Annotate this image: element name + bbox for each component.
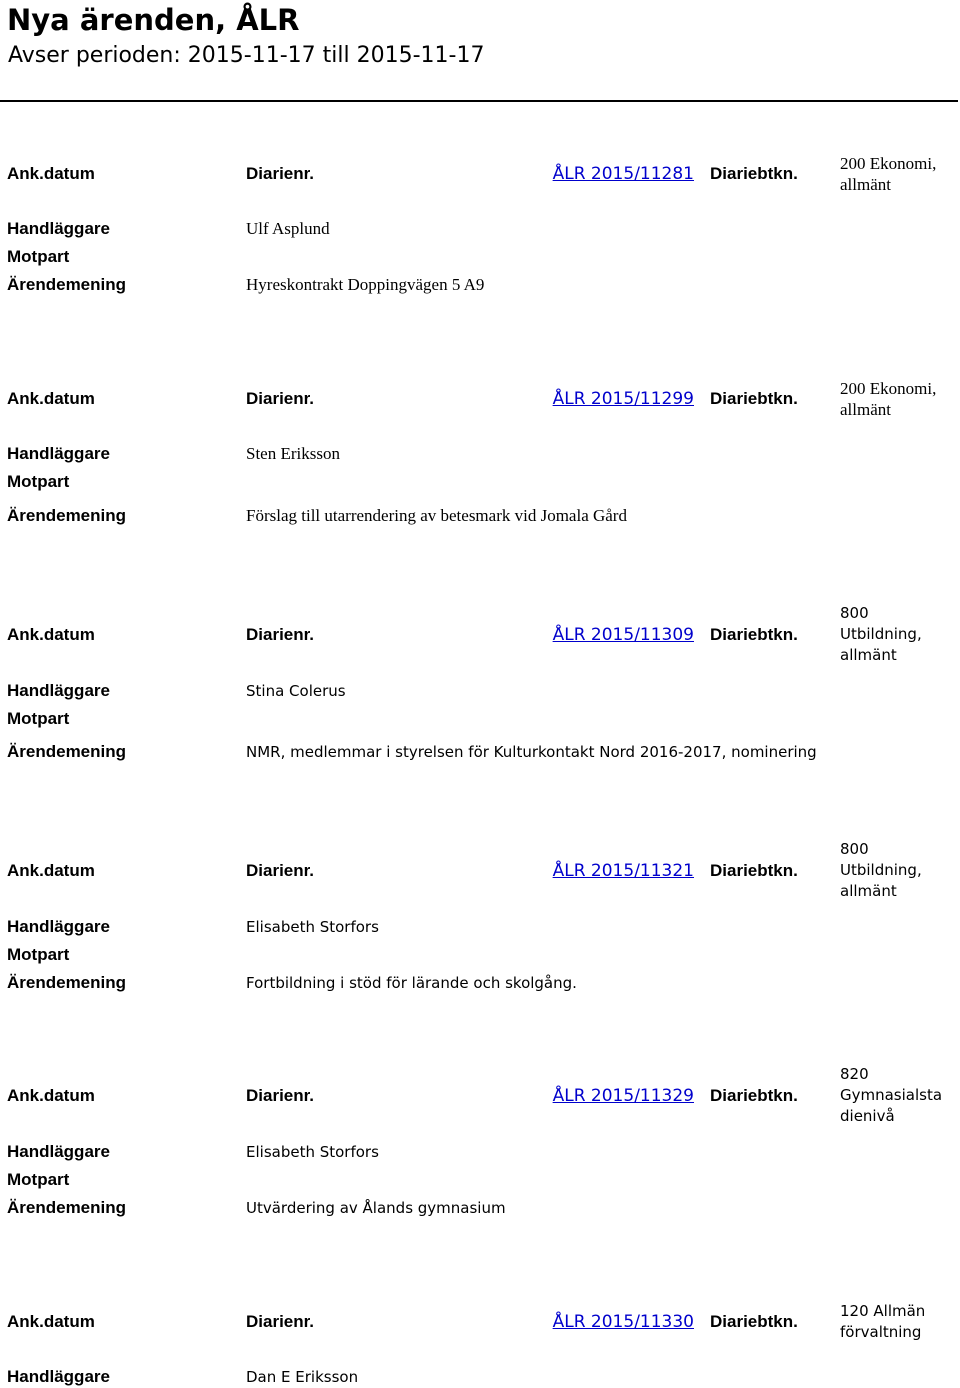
diariebtkn-line: allmänt	[840, 400, 891, 419]
diariebtkn-line: allmänt	[840, 175, 891, 194]
case-entry	[0, 836, 960, 1036]
motpart-label: Motpart	[7, 247, 70, 266]
diariebtkn-line: Utbildning,	[840, 625, 922, 643]
header-divider	[0, 100, 958, 102]
handlaggare-value: Elisabeth Storfors	[246, 918, 379, 936]
handlaggare-value: Elisabeth Storfors	[246, 1143, 379, 1161]
handlaggare-label: Handläggare	[7, 681, 110, 700]
case-entry	[0, 150, 960, 350]
diarienr-label: Diarienr.	[246, 389, 315, 408]
handlaggare-value: Stina Colerus	[246, 682, 346, 700]
handlaggare-value: Dan E Eriksson	[246, 1368, 359, 1386]
ankdatum-label: Ank.datum	[7, 1312, 95, 1331]
diarienr-label: Diarienr.	[246, 1312, 315, 1331]
diariebtkn-value	[840, 153, 958, 195]
handlaggare-label: Handläggare	[7, 444, 110, 463]
arendemening-value: Utvärdering av Ålands gymnasium	[246, 1199, 506, 1217]
diariebtkn-value	[840, 603, 958, 666]
arendemening-value: Hyreskontrakt Doppingvägen 5 A9	[246, 275, 485, 294]
arendemening-value: Förslag till utarrendering av betesmark vid Jomala Gård	[246, 506, 627, 525]
diarienr-link[interactable]: ÅLR 2015/11299	[552, 389, 694, 409]
arendemening-label: Ärendemening	[7, 973, 127, 992]
diariebtkn-line: allmänt	[840, 646, 897, 664]
diariebtkn-label: Diariebtkn.	[710, 389, 798, 408]
diarienr-link[interactable]: ÅLR 2015/11321	[552, 861, 694, 881]
arendemening-label: Ärendemening	[7, 506, 127, 525]
diarienr-label: Diarienr.	[246, 164, 315, 183]
diariebtkn-line: 200 Ekonomi,	[840, 154, 937, 173]
page-title: Nya ärenden, ÅLR	[7, 3, 300, 37]
handlaggare-label: Handläggare	[7, 917, 110, 936]
ankdatum-label: Ank.datum	[7, 861, 95, 880]
diariebtkn-value	[840, 839, 958, 902]
diariebtkn-line: dienivå	[840, 1107, 895, 1125]
period-text: Avser perioden: 2015-11-17 till 2015-11-17	[8, 43, 485, 68]
case-entry	[0, 1061, 960, 1261]
motpart-label: Motpart	[7, 945, 70, 964]
ankdatum-label: Ank.datum	[7, 389, 95, 408]
handlaggare-label: Handläggare	[7, 1142, 110, 1161]
diariebtkn-line: allmänt	[840, 882, 897, 900]
arendemening-label: Ärendemening	[7, 275, 127, 294]
diarienr-label: Diarienr.	[246, 1086, 315, 1105]
motpart-label: Motpart	[7, 472, 70, 491]
ankdatum-label: Ank.datum	[7, 164, 95, 183]
motpart-label: Motpart	[7, 709, 70, 728]
diarienr-link[interactable]: ÅLR 2015/11309	[552, 625, 694, 645]
case-entry	[0, 375, 960, 575]
handlaggare-label: Handläggare	[7, 219, 110, 238]
diarienr-link[interactable]: ÅLR 2015/11329	[552, 1086, 694, 1106]
ankdatum-label: Ank.datum	[7, 625, 95, 644]
diariebtkn-label: Diariebtkn.	[710, 861, 798, 880]
diariebtkn-line: 820	[840, 1065, 869, 1083]
diarienr-link[interactable]: ÅLR 2015/11330	[552, 1312, 694, 1332]
arendemening-label: Ärendemening	[7, 742, 127, 761]
diariebtkn-line: Gymnasialsta	[840, 1086, 943, 1104]
diarienr-link[interactable]: ÅLR 2015/11281	[552, 164, 694, 184]
diariebtkn-line: 120 Allmän	[840, 1302, 926, 1320]
diariebtkn-line: förvaltning	[840, 1323, 922, 1341]
diariebtkn-label: Diariebtkn.	[710, 1086, 798, 1105]
diariebtkn-label: Diariebtkn.	[710, 625, 798, 644]
handlaggare-value: Ulf Asplund	[246, 219, 330, 238]
diariebtkn-line: 800	[840, 840, 869, 858]
arendemening-value: NMR, medlemmar i styrelsen för Kulturkontakt Nord 2016-2017, nominering	[246, 743, 817, 761]
diariebtkn-value	[840, 1064, 958, 1127]
diariebtkn-line: 200 Ekonomi,	[840, 379, 937, 398]
handlaggare-value: Sten Eriksson	[246, 444, 340, 463]
arendemening-value: Fortbildning i stöd för lärande och skolgång.	[246, 974, 577, 992]
ankdatum-label: Ank.datum	[7, 1086, 95, 1105]
handlaggare-label: Handläggare	[7, 1367, 110, 1386]
diariebtkn-value	[840, 378, 958, 420]
case-entry	[0, 1298, 960, 1388]
diarienr-label: Diarienr.	[246, 625, 315, 644]
diariebtkn-label: Diariebtkn.	[710, 164, 798, 183]
case-entry	[0, 600, 960, 800]
diariebtkn-label: Diariebtkn.	[710, 1312, 798, 1331]
motpart-label: Motpart	[7, 1170, 70, 1189]
diariebtkn-line: Utbildning,	[840, 861, 922, 879]
diarienr-label: Diarienr.	[246, 861, 315, 880]
diariebtkn-line: 800	[840, 604, 869, 622]
arendemening-label: Ärendemening	[7, 1198, 127, 1217]
diariebtkn-value	[840, 1301, 958, 1343]
